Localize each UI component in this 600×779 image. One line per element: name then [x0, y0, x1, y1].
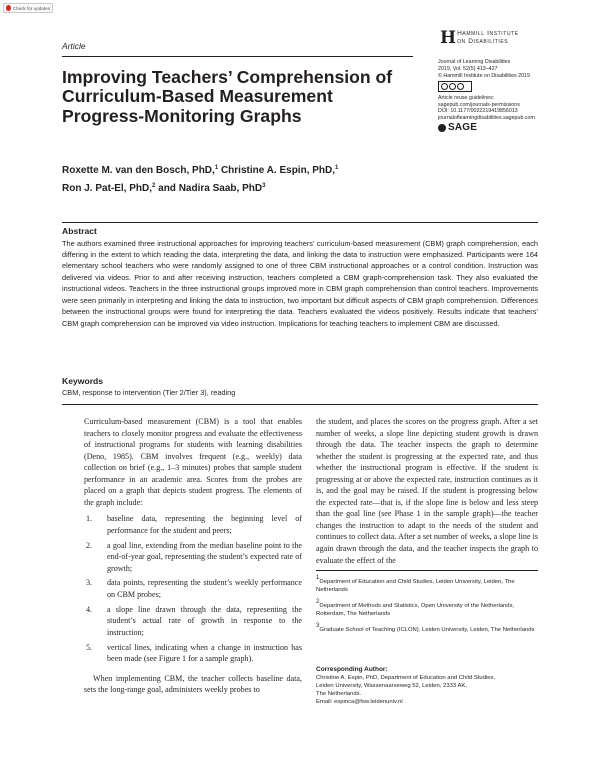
journal-name: Journal of Learning Disabilities [438, 59, 511, 65]
abstract-rule [62, 222, 538, 223]
list-item: 4. a slope line drawn through the data, representing the student’s actual rate of growth in response to the instruction; [86, 604, 302, 637]
author-4-affiliation: 3 [262, 182, 266, 189]
author-2: Christine A. Espin, PhD, [220, 165, 336, 176]
copyright-line: © Hammill Institute on Disabilities 2019 [438, 72, 530, 79]
article-title: Improving Teachers’ Comprehension of Curriculum-Based Measurement Progress-Monitoring Graphs [62, 67, 393, 126]
check-for-updates-label: Check for updates [12, 5, 50, 11]
abstract-body: The authors examined three instructional approaches for improving teachers’ curriculum-based measurement (CBM) graph comprehension, each differing in the extent to which reading the data, interpreting the data, and linking the data to instruction were emphasized. Participants were 164 elementary school teachers who were randomly assigned to one of three CBM instructional approaches or a control condition. Instruction was delivered via videos. Prior to and after receiving instruction, teachers completed a CBM graph-comprehension task. They also evaluated the instructional videos. Teachers in the three instructional groups improved more in CBM graph comprehension than control teachers. Improvements were seen primarily in interpreting and linking the data to instruction, two important but difficult aspects of CBM graph comprehension. Differences between the instructional groups were found for interpreting the data. Teachers evaluated the videos positively. Results indicate that teachers’ CBM graph comprehension can be improved via video instruction. Implications for teaching teachers to implement CBM are discussed. [62, 238, 538, 328]
author-1-affiliation: 1 [214, 165, 219, 171]
journal-meta [438, 59, 535, 132]
author-list [62, 161, 402, 196]
license-icon [438, 81, 472, 92]
list-item: 3. data points, representing the student’s weekly performance on CBM probes; [86, 578, 302, 600]
author-1: Roxette M. van den Bosch, PhD, [62, 165, 215, 176]
list-item: 5. vertical lines, indicating when a change in instruction has been made (see Figure 1 for a sample graph). [86, 642, 302, 664]
license-badge-wrap [438, 80, 535, 95]
publisher-line-2: on Disabilities [457, 38, 509, 45]
check-for-updates-badge[interactable] [3, 3, 53, 13]
list-item: 1. baseline data, representing the beginning level of performance for the student and peers; [86, 514, 302, 535]
affiliation-2: 2Department of Methods and Statistics, Open University of the Netherlands, Rotterdam, The Netherlands [316, 599, 515, 618]
corresponding-line: Leiden University, Wassenaarseweg 52, Leiden, 2333 AK, [316, 683, 467, 690]
body-column-left [84, 416, 302, 696]
affiliation-1: 1Department of Education and Child Studies, Leiden University, Leiden, The Netherlands [316, 575, 515, 594]
reuse-guidelines-label: Article reuse guidelines: [438, 94, 495, 101]
footnote-rule [316, 570, 538, 571]
intro-paragraph: Curriculum-based measurement (CBM) is a tool that enables teachers to closely monitor progress and evaluate the effectiveness of instructional programs for students with learning disabilities (Deno, 1985). CBM involves frequent (e.g., weekly) data collection on brief (e.g., 1–3 minutes) probes that sample student performance in an academic area. Scores from the probes are placed on a graph that depicts student progress. The elements of the graph include: [84, 417, 302, 507]
sage-logo-text: SAGE [448, 121, 478, 133]
author-4: Nadira Saab, PhD [178, 182, 263, 194]
crossmark-icon [6, 5, 11, 11]
corresponding-line: The Netherlands. [316, 691, 362, 698]
header-rule [62, 56, 413, 57]
author-3-affiliation: 2 [152, 182, 156, 189]
article-type-label: Article [62, 41, 86, 51]
list-item: 2. a goal line, extending from the median baseline point to the end-of-year goal, representing the student’s expected rate of growth; [86, 540, 302, 573]
journal-volume: 2019, Vol. 52(5) 413–427 [438, 65, 498, 72]
corresponding-heading: Corresponding Author: [316, 666, 388, 673]
graph-elements-list [84, 513, 302, 664]
corresponding-email[interactable]: Email: espinca@fsw.leidenuniv.nl [316, 699, 403, 706]
journal-website-link[interactable]: journaloflearningdisabilities.sagepub.com [438, 115, 535, 122]
affiliations [316, 574, 540, 638]
author-2-affiliation: 1 [335, 165, 339, 171]
corresponding-line: Christine A. Espin, PhD, Department of Education and Child Studies, [316, 675, 496, 682]
corresponding-author [316, 666, 540, 706]
sage-logo-icon [438, 124, 446, 132]
keywords-body: CBM, response to intervention (Tier 2/Tier 3), reading [62, 387, 236, 397]
permissions-link[interactable]: sagepub.com/journals-permissions [438, 101, 520, 108]
author-conjunction: and [158, 182, 176, 194]
keywords-heading: Keywords [62, 376, 104, 386]
doi-link[interactable]: DOI: 10.1177/0022219419856013 [438, 108, 518, 115]
affiliation-3: 3Graduate School of Teaching (ICLON), Leiden University, Leiden, The Netherlands [316, 623, 535, 634]
publisher-logo [440, 30, 519, 46]
author-3: Ron J. Pat-El, PhD, [62, 182, 153, 194]
abstract-heading: Abstract [62, 226, 97, 236]
keywords-rule [62, 404, 538, 405]
body-column-right: the student, and places the scores on the progress graph. After a set number of weeks, a slope line depicting student growth is drawn through the data. The teacher inspects the graph to determine whether the student is progressing at the expected rate, and thus whether the instructional program is effective. If the student is progressing at or above the expected rate, instruction continues as it is, and the goal may be raised. If the student is progressing below the expected rate—that is, if the slope line is below and less steep than the goal line (see Phase 1 in the sample graph)—the teacher changes the instruction to adapt to the needs of the student and continues to collect data. After a set number of weeks, a slope line is again drawn through the data, and the teacher inspects the graph to evaluate the effect of the [316, 417, 538, 565]
closing-paragraph: When implementing CBM, the teacher collects baseline data, sets the long-range goal, administers weekly probes to [84, 673, 302, 695]
publisher-line-1: Hammill Institute [457, 30, 519, 37]
sage-logo [438, 121, 535, 133]
publisher-mark: H [440, 28, 457, 48]
